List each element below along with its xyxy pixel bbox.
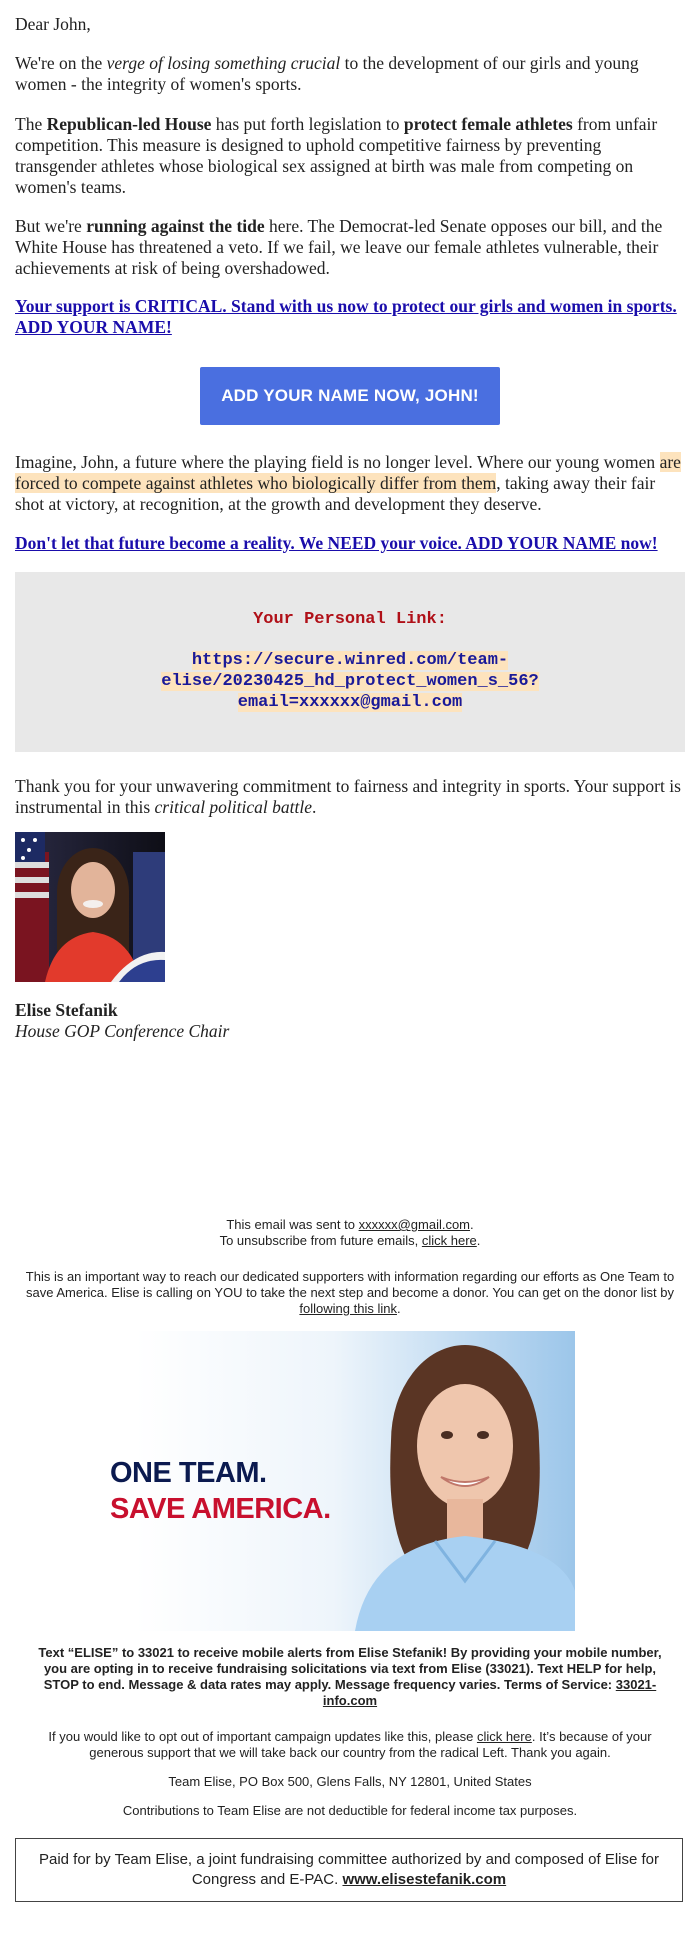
personal-link-label: Your Personal Link: (253, 610, 447, 629)
sms-terms-link[interactable]: 33021-info.com (322, 1677, 657, 1708)
optout-link[interactable]: click here (476, 1729, 532, 1744)
signature (15, 1000, 687, 1042)
optout-paragraph: If you would like to opt out of important campaign updates like this, please click here. It’s because of your generous support that we will take back our country from the radical Left. Thank you again. (48, 1729, 652, 1760)
sms-optin-text: Text “ELISE” to 33021 to receive mobile alerts from Elise Stefanik! By providing your mobile number, you are opting in to receive fundraising solicitations via text from Elise (33021). Text HELP for help, STOP to end. Message & data rates may apply. Message frequency varies. Terms of Service: 33021-info.com (38, 1645, 662, 1708)
one-team-banner[interactable] (110, 1331, 575, 1631)
personal-link-url[interactable]: https://secure.winred.com/team- elise/20230425_hd_protect_women_s_56? email=xxxxxx@gmail.com (161, 651, 539, 712)
donor-paragraph: This is an important way to reach our dedicated supporters with information regarding our efforts as One Team to save America. Elise is calling on YOU to take the next step and become a donor. You can get on the donor list by following this link. (25, 1269, 675, 1316)
banner-line-one-team: ONE TEAM. (110, 1457, 267, 1489)
elise-stefanik-photo (15, 832, 165, 982)
paragraph-3: But we're running against the tide here. The Democrat-led Senate opposes our bill, and the White House has threatened a veto. If we fail, we leave our female athletes vulnerable, their achievements at risk of being overshadowed. (15, 216, 663, 278)
paragraph-4: Imagine, John, a future where the playing field is no longer level. Where our young women are forced to compete against athletes who biologically differ from them, taking away their fair shot at victory, at recognition, at the growth and development they deserve. (15, 452, 681, 514)
paragraph-5: Thank you for your unwavering commitment to fairness and integrity in sports. Your support is instrumental in this critical political battle. (15, 776, 681, 817)
personal-link-box (15, 572, 685, 752)
greeting: Dear John, (15, 14, 91, 34)
banner-line-save-america: SAVE AMERICA. (110, 1493, 331, 1525)
signature-title: House GOP Conference Chair (15, 1021, 230, 1041)
campaign-website-link[interactable]: www.elisestefanik.com (342, 1871, 507, 1888)
paragraph-1: We're on the verge of losing something crucial to the development of our girls and young women - the integrity of women's sports. (15, 53, 639, 94)
sent-to-email-link[interactable]: xxxxxx@gmail.com (358, 1217, 471, 1232)
signature-name: Elise Stefanik (15, 1000, 118, 1020)
unsubscribe-link[interactable]: click here (421, 1233, 477, 1248)
donor-list-link[interactable]: following this link (299, 1301, 397, 1316)
tax-disclaimer: Contributions to Team Elise are not deductible for federal income tax purposes. (122, 1803, 578, 1818)
paid-for-disclaimer: Paid for by Team Elise, a joint fundraising committee authorized by and composed of Elise for Congress and E-PAC. www.elisestefanik.com (15, 1838, 683, 1902)
need-your-voice-link[interactable]: Don't let that future become a reality. We NEED your voice. ADD YOUR NAME now! (15, 533, 658, 553)
support-critical-link[interactable]: Your support is CRITICAL. Stand with us now to protect our girls and women in sports. ADD YOUR NAME! (15, 296, 677, 337)
highlighted-text: are forced to compete against athletes who biologically differ from them (15, 452, 681, 493)
add-your-name-button[interactable]: ADD YOUR NAME NOW, JOHN! (200, 367, 500, 425)
sent-to-line: This email was sent to xxxxxx@gmail.com. To unsubscribe from future emails, click here. (219, 1217, 481, 1248)
paragraph-2: The Republican-led House has put forth legislation to protect female athletes from unfair competition. This measure is designed to uphold competitive fairness by preventing transgender athletes whose biological sex assigned at birth was male from competing on women's teams. (15, 114, 658, 197)
mailing-address: Team Elise, PO Box 500, Glens Falls, NY 12801, United States (168, 1774, 532, 1789)
